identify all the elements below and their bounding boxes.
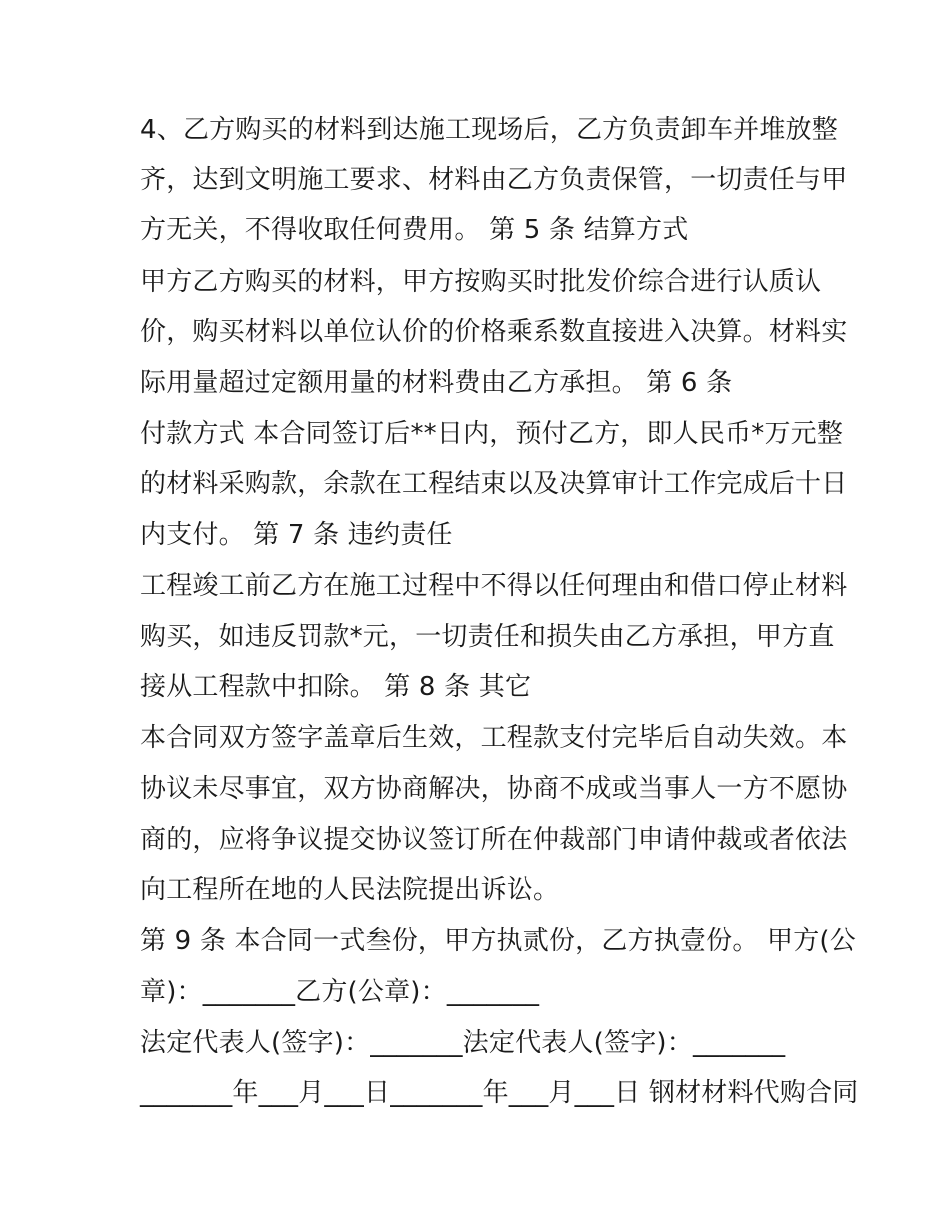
text-line: 齐，达到文明施工要求、材料由乙方负责保管，一切责任与甲 — [140, 165, 848, 195]
text-line: 际用量超过定额用量的材料费由乙方承担。 第 6 条 — [140, 368, 733, 398]
text-line: 法定代表人(签字)：_______法定代表人(签字)：_______ — [140, 1028, 786, 1058]
text-line: 商的，应将争议提交协议签订所在仲裁部门申请仲裁或者依法 — [140, 825, 848, 855]
text-line: 甲方乙方购买的材料，甲方按购买时批发价综合进行认质认 — [140, 267, 822, 297]
text-line: 方无关，不得收取任何费用。 第 5 条 结算方式 — [140, 215, 689, 245]
text-line: 购买，如违反罚款*元，一切责任和损失由乙方承担，甲方直 — [140, 622, 835, 652]
text-line: 4、乙方购买的材料到达施工现场后，乙方负责卸车并堆放整 — [140, 115, 838, 145]
text-line: 付款方式 本合同签订后**日内，预付乙方，即人民币*万元整 — [140, 419, 844, 449]
text-line: 价，购买材料以单位认价的价格乘系数直接进入决算。材料实 — [140, 317, 848, 347]
text-line: 接从工程款中扣除。 第 8 条 其它 — [140, 672, 532, 702]
text-line: _______年___月___日_______年___月___日 钢材材料代购合同 — [140, 1078, 859, 1108]
text-line: 向工程所在地的人民法院提出诉讼。 — [140, 875, 560, 905]
text-line: 第 9 条 本合同一式叁份，甲方执贰份，乙方执壹份。 甲方(公 — [140, 926, 856, 956]
text-line: 本合同双方签字盖章后生效，工程款支付完毕后自动失效。本 — [140, 723, 848, 753]
text-line: 的材料采购款，余款在工程结束以及决算审计工作完成后十日 — [140, 469, 848, 499]
text-line: 内支付。 第 7 条 违约责任 — [140, 520, 453, 550]
text-line: 协议未尽事宜，双方协商解决，协商不成或当事人一方不愿协 — [140, 774, 848, 804]
text-line: 工程竣工前乙方在施工过程中不得以任何理由和借口停止材料 — [140, 571, 848, 601]
text-line: 章)：_______乙方(公章)：_______ — [140, 977, 540, 1007]
